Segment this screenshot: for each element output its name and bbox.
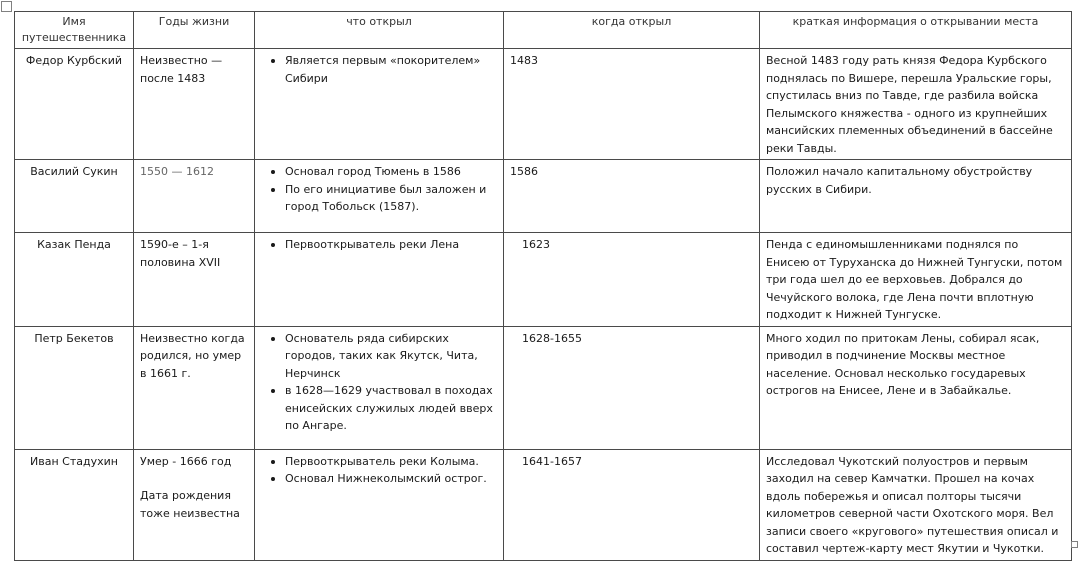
table-row [15, 160, 1072, 233]
cell-name[interactable]: Иван Стадухин [15, 449, 134, 560]
cell-discovery[interactable] [255, 326, 504, 449]
table-resize-handle[interactable] [1071, 541, 1078, 548]
header-row [15, 12, 1072, 49]
cell-years[interactable]: 1590-е – 1-я половина XVII [134, 233, 255, 327]
cell-when[interactable]: 1628-1655 [504, 326, 760, 449]
cell-name[interactable]: Петр Бекетов [15, 326, 134, 449]
header-when[interactable]: когда открыл [504, 12, 760, 49]
cell-info[interactable]: Исследовал Чукотский полуостров и первым заходил на север Камчатки. Прошел на кочах вдоль побережья и описал полторы тысячи километров северной части Охотского моря. Вел записи своего «кругового» путешествия описал и составил чертеж-карту мест Якутии и Чукотки. [760, 449, 1072, 560]
cell-name[interactable]: Федор Курбский [15, 49, 134, 160]
cell-when[interactable]: 1483 [504, 49, 760, 160]
cell-info[interactable]: Пенда с единомышленниками поднялся по Енисею от Туруханска до Нижней Тунгуски, потом три года шел до ее верховьев. Добрался до Чечуйского волока, где Лена почти вплотную подходит к Нижней Тунгуске. [760, 233, 1072, 327]
cell-years[interactable]: Неизвестно когда родился, но умер в 1661 г. [134, 326, 255, 449]
list-item: Основал Нижнеколымский острог. [271, 470, 497, 488]
cell-discovery[interactable] [255, 49, 504, 160]
cell-name[interactable]: Казак Пенда [15, 233, 134, 327]
table-row [15, 233, 1072, 327]
explorers-table [14, 11, 1072, 561]
cell-name[interactable]: Василий Сукин [15, 160, 134, 233]
list-item: Является первым «покорителем» Сибири [271, 52, 497, 87]
cell-when[interactable]: 1586 [504, 160, 760, 233]
list-item: Первооткрыватель реки Лена [271, 236, 497, 254]
table-row [15, 49, 1072, 160]
cell-info[interactable]: Положил начало капитальному обустройству русских в Сибири. [760, 160, 1072, 233]
cell-years[interactable] [134, 449, 255, 560]
list-item: Первооткрыватель реки Колыма. [271, 453, 497, 471]
header-name[interactable]: Имя путешественника [15, 12, 134, 49]
header-discovery[interactable]: что открыл [255, 12, 504, 49]
list-item: Основал город Тюмень в 1586 [271, 163, 497, 181]
cell-discovery[interactable] [255, 160, 504, 233]
years-line: Умер - 1666 год [140, 454, 232, 468]
table-move-handle[interactable] [1, 1, 12, 12]
header-info[interactable]: краткая информация о открывании места [760, 12, 1072, 49]
cell-years[interactable]: 1550 — 1612 [134, 160, 255, 233]
cell-discovery[interactable] [255, 449, 504, 560]
header-years[interactable]: Годы жизни [134, 12, 255, 49]
cell-discovery[interactable] [255, 233, 504, 327]
years-line: Дата рождения тоже неизвестна [140, 489, 240, 520]
list-item: По его инициативе был заложен и город Тобольск (1587). [271, 181, 497, 216]
table-row [15, 449, 1072, 560]
cell-info[interactable]: Много ходил по притокам Лены, собирал ясак, приводил в подчинение Москвы местное население. Основал несколько государевых острогов на Енисее, Лене и в Забайкалье. [760, 326, 1072, 449]
table-row [15, 326, 1072, 449]
cell-when[interactable]: 1623 [504, 233, 760, 327]
list-item: в 1628—1629 участвовал в походах енисейских служилых людей вверх по Ангаре. [271, 382, 497, 435]
list-item: Основатель ряда сибирских городов, таких как Якутск, Чита, Нерчинск [271, 330, 497, 383]
cell-years[interactable]: Неизвестно — после 1483 [134, 49, 255, 160]
cell-info[interactable]: Весной 1483 году рать князя Федора Курбского поднялась по Вишере, перешла Уральские горы, спустилась вниз по Тавде, где разбила войска Пелымского княжества - одного из крупнейших мансийских племенных объединений в бассейне реки Тавды. [760, 49, 1072, 160]
cell-when[interactable]: 1641-1657 [504, 449, 760, 560]
